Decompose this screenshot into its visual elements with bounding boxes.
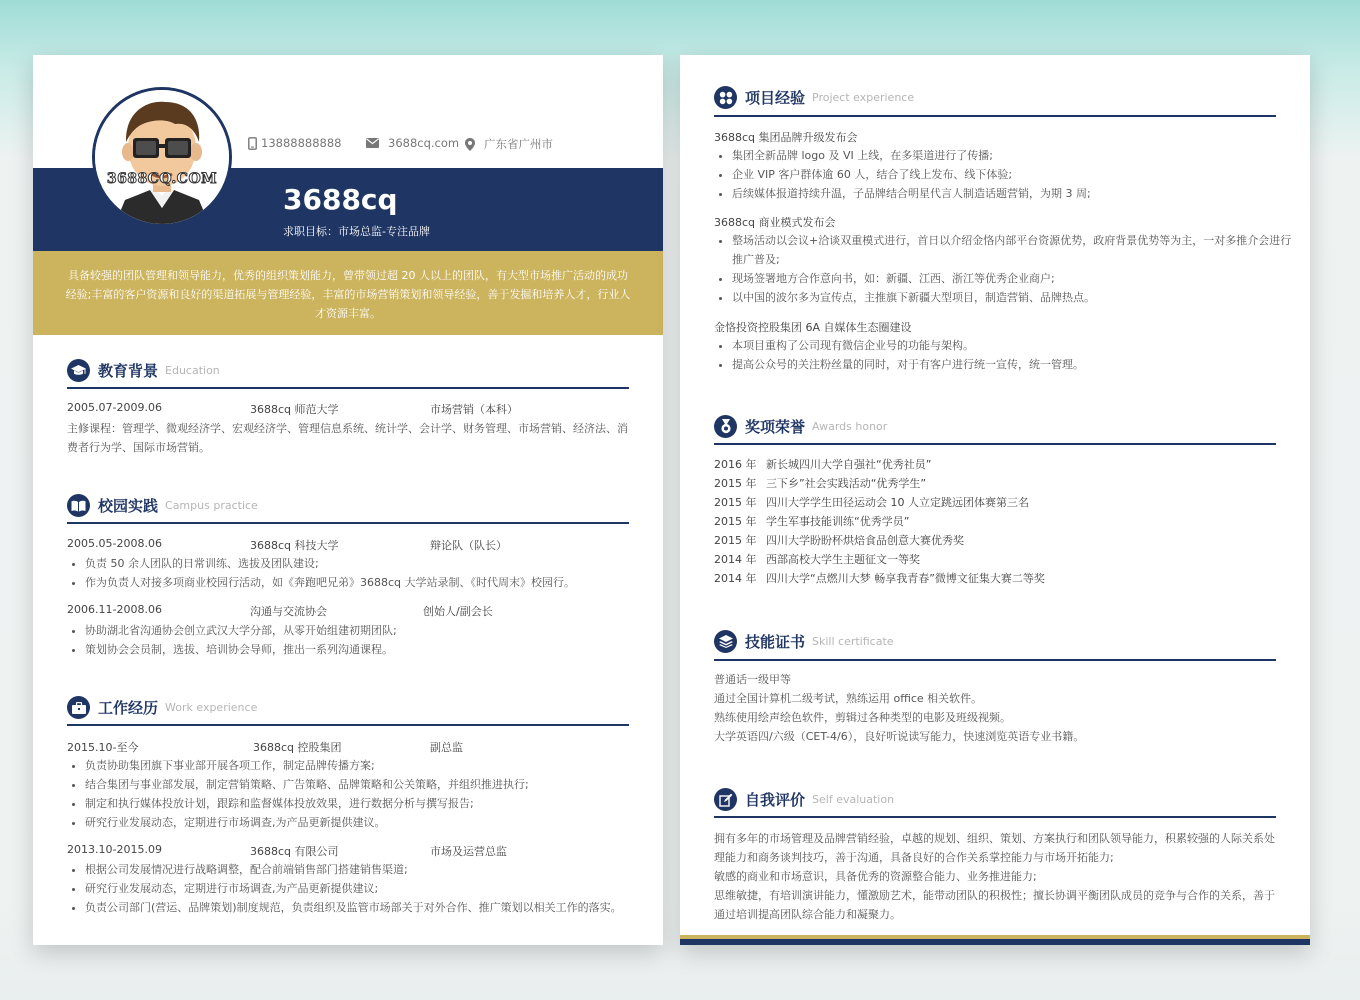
list-item: • 后续媒体报道持续升温，子品牌结合明星代言人制造话题营销，为期 3 周;	[732, 184, 1294, 203]
contact-location	[465, 136, 553, 152]
award-text: 四川大学“点燃川大梦 畅享我青春”微博文征集大赛二等奖	[766, 572, 1045, 585]
list-item: • 负责 50 余人团队的日常训练、选拔及团队建设;	[85, 554, 645, 573]
list-item: • 研究行业发展动态，定期进行市场调查,为产品更新提供建议;	[85, 879, 660, 898]
list-item: • 作为负责人对接多项商业校园行活动，如《奔跑吧兄弟》3688cq 大学站录制、《时代周末》校园行。	[85, 573, 645, 592]
award-text: 西部高校大学生主题征文一等奖	[766, 553, 920, 566]
entry-role: 市场及运营总监	[430, 845, 507, 858]
award-year: 2014 年	[714, 553, 757, 566]
section-title: 自我评价	[745, 791, 806, 809]
section-subtitle: Skill certificate	[812, 635, 894, 648]
layers-icon	[714, 630, 737, 653]
contact-email	[366, 136, 459, 150]
list-item: 大学英语四/六级（CET-4/6），良好听说读写能力，快速浏览英语专业书籍。	[714, 730, 1085, 743]
location-text: 广东省广州市	[484, 137, 553, 151]
section-subtitle: Education	[165, 364, 220, 377]
award-text: 新长城四川大学自强社“优秀社员”	[766, 458, 932, 471]
entry-role: 辩论队（队长）	[430, 539, 507, 552]
award-year: 2016 年	[714, 458, 757, 471]
education-major: 市场营销（本科）	[430, 403, 518, 416]
section-subtitle: Work experience	[165, 701, 258, 714]
list-item	[714, 512, 1274, 531]
list-item: • 制定和执行媒体投放计划，跟踪和监督媒体投放效果，进行数据分析与撰写报告;	[85, 794, 645, 813]
list-item	[714, 531, 1274, 550]
section-divider	[714, 443, 1276, 445]
list-item: • 提高公众号的关注粉丝量的同时，对于有客户进行统一宣传，统一管理。	[732, 355, 1294, 374]
edit-icon	[714, 788, 737, 811]
award-year: 2015 年	[714, 477, 757, 490]
section-title: 奖项荣誉	[745, 418, 806, 436]
section-self-header	[714, 788, 894, 811]
list-item	[714, 474, 1274, 493]
list-item: • 结合集团与事业部发展，制定营销策略、广告策略、品牌策略和公关策略，并组织推进执行;	[85, 775, 645, 794]
list-item: • 根据公司发展情况进行战略调整，配合前端销售部门搭建销售渠道;	[85, 860, 660, 879]
paragraph: 拥有多年的市场管理及品牌营销经验，卓越的规划、组织、策划、方案执行和团队领导能力，积累较强的人际关系处理能力和商务谈判技巧，善于沟通，具备良好的合作关系掌控能力与市场开拓能力;	[714, 832, 1275, 864]
entry-org: 3688cq 控股集团	[253, 741, 342, 754]
project-bullets	[714, 231, 1294, 307]
list-item	[714, 550, 1274, 569]
entry-date: 2005.05-2008.06	[67, 537, 162, 550]
resume-page-2	[680, 55, 1310, 945]
section-projects-header	[714, 86, 914, 109]
section-title: 技能证书	[745, 633, 806, 651]
entry-date: 2015.10-至今	[67, 741, 139, 754]
list-item: • 负责协助集团旗下事业部开展各项工作，制定品牌传播方案;	[85, 756, 645, 775]
list-item: • 协助湖北省沟通协会创立武汉大学分部，从零开始组建初期团队;	[85, 621, 645, 640]
paragraph: 敏感的商业和市场意识，具备优秀的资源整合能力、业务推进能力;	[714, 870, 1037, 883]
project-title: 3688cq 集团品牌升级发布会	[714, 131, 858, 144]
list-item: • 研究行业发展动态，定期进行市场调查,为产品更新提供建议。	[85, 813, 645, 832]
list-item: • 本项目重构了公司现有微信企业号的功能与架构。	[732, 336, 1294, 355]
entry-org: 3688cq 有限公司	[250, 845, 339, 858]
list-item	[714, 493, 1274, 512]
campus-entry-bullets	[67, 621, 645, 659]
list-item: • 策划协会会员制，选拔、培训协会导师，推出一系列沟通课程。	[85, 640, 645, 659]
paragraph: 思维敏捷，有培训演讲能力，懂激励艺术，能带动团队的积极性；擅长协调平衡团队成员的竞争与合作的关系，善于通过培训提高团队综合能力和凝聚力。	[714, 889, 1275, 921]
award-year: 2014 年	[714, 572, 757, 585]
section-awards-header	[714, 415, 887, 438]
award-text: 四川大学学生田径运动会 10 人立定跳远团体赛第三名	[766, 496, 1029, 509]
project-bullets	[714, 336, 1294, 374]
list-item: • 整场活动以会议+洽谈双重模式进行，首日以介绍金恪内部平台资源优势，政府背景优势等为主，一对多推介会进行推广普及;	[732, 231, 1294, 269]
award-year: 2015 年	[714, 515, 757, 528]
self-evaluation-text	[714, 829, 1278, 924]
section-title: 项目经验	[745, 89, 806, 107]
section-subtitle: Project experience	[812, 91, 915, 104]
education-courses: 主修课程：管理学、微观经济学、宏观经济学、管理信息系统、统计学、会计学、财务管理、市场营销、经济法、消费者行为学、国际市场营销。	[67, 422, 628, 454]
list-item	[714, 455, 1274, 474]
award-text: 三下乡”社会实践活动“优秀学生”	[766, 477, 927, 490]
phone-icon	[248, 137, 257, 150]
section-campus-header	[67, 494, 258, 517]
entry-date: 2006.11-2008.06	[67, 603, 162, 616]
section-divider	[714, 659, 1276, 661]
email-text: 3688cq.com	[388, 136, 460, 150]
campus-entry-bullets	[67, 554, 645, 592]
list-item: 普通话一级甲等	[714, 673, 791, 686]
section-education-header	[67, 359, 220, 382]
section-title: 工作经历	[98, 699, 159, 717]
section-divider	[67, 724, 629, 726]
education-school: 3688cq 师范大学	[250, 403, 339, 416]
project-bullets	[714, 146, 1294, 203]
award-year: 2015 年	[714, 534, 757, 547]
medal-icon	[714, 415, 737, 438]
entry-org: 3688cq 科技大学	[250, 539, 339, 552]
location-pin-icon	[465, 138, 475, 151]
awards-list	[714, 455, 1274, 588]
skills-list	[714, 670, 1274, 746]
list-item: • 负责公司部门(营运、品牌策划)制度规范，负责组织及监管市场部关于对外合作、推广策划以相关工作的落实。	[85, 898, 660, 917]
briefcase-icon	[67, 696, 90, 719]
project-title: 3688cq 商业模式发布会	[714, 216, 836, 229]
avatar-watermark: 3688CQ.COM	[106, 171, 218, 187]
entry-date: 2013.10-2015.09	[67, 843, 162, 856]
section-subtitle: Awards honor	[812, 420, 888, 433]
award-year: 2015 年	[714, 496, 757, 509]
footer-stripe-navy	[680, 939, 1310, 945]
contact-phone	[248, 136, 341, 150]
education-date: 2005.07-2009.06	[67, 401, 162, 414]
book-icon	[67, 494, 90, 517]
section-title: 教育背景	[98, 362, 159, 380]
section-divider	[67, 522, 629, 524]
list-item: • 集团全新品牌 logo 及 VI 上线，在多渠道进行了传播;	[732, 146, 1294, 165]
avatar	[92, 87, 232, 227]
section-divider	[67, 387, 629, 389]
project-title: 金恪投资控股集团 6A 自媒体生态圈建设	[714, 321, 912, 334]
section-subtitle: Campus practice	[165, 499, 258, 512]
grid-icon	[714, 86, 737, 109]
summary-text: 具备较强的团队管理和领导能力，优秀的组织策划能力，曾带领过超 20 人以上的团队，有大型市场推广活动的成功经验;丰富的客户资源和良好的渠道拓展与管理经验，丰富的市场营销策划和领导经验，善于发掘和培养人才，行业人才资源丰富。	[65, 269, 631, 320]
entry-role: 创始人/副会长	[423, 605, 493, 618]
entry-role: 副总监	[430, 741, 463, 754]
list-item: 熟练使用绘声绘色软件，剪辑过各种类型的电影及班级视频。	[714, 711, 1011, 724]
section-work-header	[67, 696, 257, 719]
section-title: 校园实践	[98, 497, 159, 515]
award-text: 四川大学盼盼杯烘焙食品创意大赛优秀奖	[766, 534, 964, 547]
list-item: 通过全国计算机二级考试，熟练运用 office 相关软件。	[714, 692, 983, 705]
entry-org: 沟通与交流协会	[250, 605, 327, 618]
avatar-illustration	[95, 90, 229, 224]
list-item: • 现场签署地方合作意向书，如：新疆、江西、浙江等优秀企业商户;	[732, 269, 1294, 288]
resume-page-1	[33, 55, 663, 945]
list-item: • 以中国的波尔多为宣传点，主推旗下新疆大型项目，制造营销、品牌热点。	[732, 288, 1294, 307]
list-item	[714, 569, 1274, 588]
graduation-cap-icon	[67, 359, 90, 382]
work-entry-bullets	[67, 756, 645, 832]
award-text: 学生军事技能训练“优秀学员”	[766, 515, 910, 528]
section-divider	[714, 115, 1276, 117]
job-objective: 求职目标：市场总监-专注品牌	[283, 225, 430, 238]
section-skills-header	[714, 630, 894, 653]
section-divider	[714, 816, 1276, 818]
section-subtitle: Self evaluation	[812, 793, 895, 806]
list-item: • 企业 VIP 客户群体逾 60 人，结合了线上发布、线下体验;	[732, 165, 1294, 184]
candidate-name: 3688cq	[283, 183, 398, 216]
phone-text: 13888888888	[261, 136, 342, 150]
email-icon	[366, 138, 379, 148]
work-entry-bullets	[67, 860, 660, 917]
